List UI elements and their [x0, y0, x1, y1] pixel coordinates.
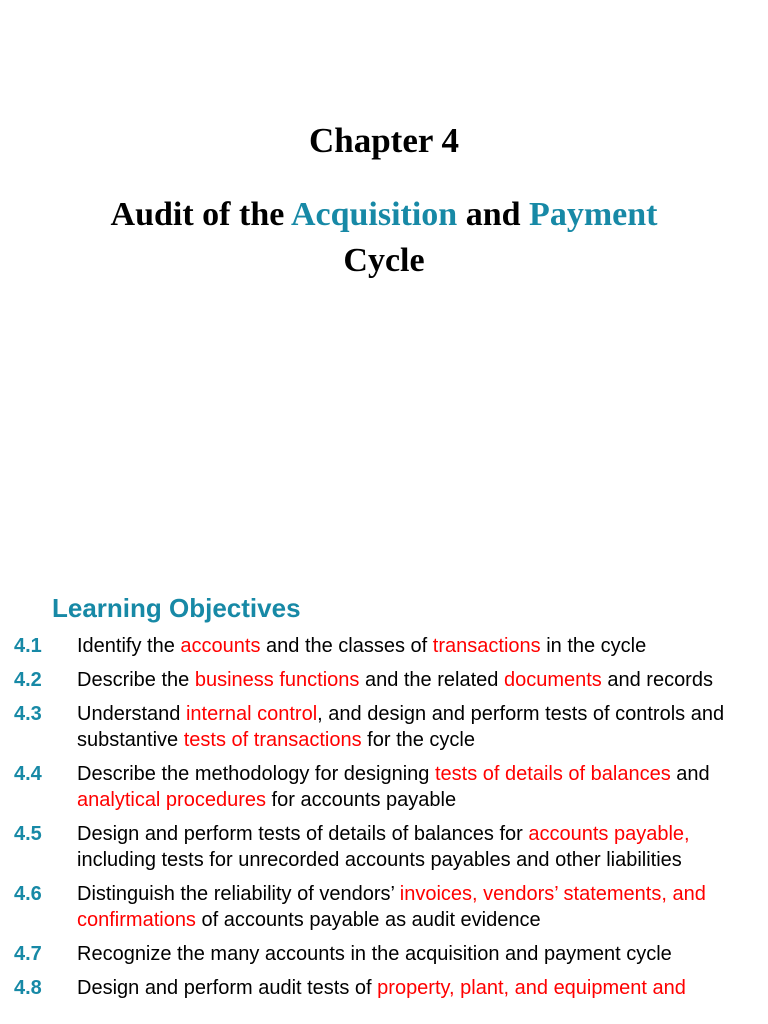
objective-item [0, 667, 768, 693]
objective-highlight: accounts [180, 635, 261, 657]
objective-highlight: internal control [185, 703, 318, 725]
objective-text [77, 703, 724, 751]
objective-text-part: and the related [359, 669, 504, 691]
objective-highlight: transactions [432, 635, 541, 657]
objective-highlight: analytical procedures [77, 789, 266, 811]
objective-text-part: Recognize the many accounts in the acquisition and payment cycle [77, 943, 672, 965]
objective-text-part: for the cycle [361, 729, 475, 751]
objective-text-part: and the classes of [260, 635, 433, 657]
objective-text-part: Understand [77, 703, 186, 725]
main-title-and: and [457, 196, 530, 233]
objective-text-part: in the cycle [540, 635, 647, 657]
objective-number: 4.4 [14, 763, 42, 785]
objective-text [77, 635, 646, 657]
objective-number: 4.3 [14, 703, 42, 725]
objective-text-part: , and design and perform tests of controls and substantive [77, 703, 725, 751]
objective-highlight: tests of details of balances [435, 763, 671, 785]
objective-text-part: of accounts payable as audit evidence [195, 909, 541, 931]
objective-text [77, 823, 690, 871]
objective-text-part: Describe the methodology for designing [77, 763, 435, 785]
title-block [0, 118, 768, 284]
objective-number: 4.6 [14, 883, 42, 905]
objective-item [0, 881, 768, 933]
objective-text-part: including tests for unrecorded accounts payables and other liabilities [77, 849, 682, 871]
objective-highlight: tests of transactions [183, 729, 362, 751]
objective-text-part: Design and perform audit tests of [77, 977, 378, 999]
objective-text [77, 669, 713, 691]
objective-highlight: property, plant, and equipment and [377, 977, 686, 999]
objective-number: 4.5 [14, 823, 42, 845]
objective-text-part: and records [601, 669, 713, 691]
objective-text [77, 763, 710, 811]
main-title [0, 192, 768, 284]
main-title-payment: Payment [529, 196, 658, 233]
learning-objectives-heading: Learning Objectives [52, 593, 301, 623]
objective-item [0, 633, 768, 659]
objective-highlight: business functions [194, 669, 360, 691]
main-title-acquisition: Acquisition [290, 196, 458, 233]
chapter-title: Chapter 4 [308, 121, 460, 160]
objective-text [77, 883, 706, 931]
objective-item [0, 941, 768, 967]
main-title-text: Audit of the [110, 196, 291, 233]
learning-objectives-list [0, 633, 768, 1009]
objective-item [0, 701, 768, 753]
objective-number: 4.8 [14, 977, 42, 999]
objective-text-part: for accounts payable [266, 789, 457, 811]
objective-number: 4.7 [14, 943, 42, 965]
main-title-cycle: Cycle [343, 242, 425, 279]
objective-highlight: documents [503, 669, 602, 691]
objective-text-part: Identify the [77, 635, 181, 657]
objective-item [0, 761, 768, 813]
objective-highlight: invoices, vendors’ statements, and confirmations [77, 883, 706, 931]
objective-number: 4.1 [14, 635, 42, 657]
objective-text-part: Design and perform tests of details of balances for [77, 823, 529, 845]
objective-text-part: and [670, 763, 710, 785]
objective-item [0, 975, 768, 1001]
objective-text [77, 977, 686, 999]
objective-number: 4.2 [14, 669, 42, 691]
objective-text-part: Describe the [77, 669, 195, 691]
objective-text-part: Distinguish the reliability of vendors’ [77, 883, 400, 905]
objective-text [77, 943, 672, 965]
objective-item [0, 821, 768, 873]
objective-highlight: accounts payable, [528, 823, 690, 845]
